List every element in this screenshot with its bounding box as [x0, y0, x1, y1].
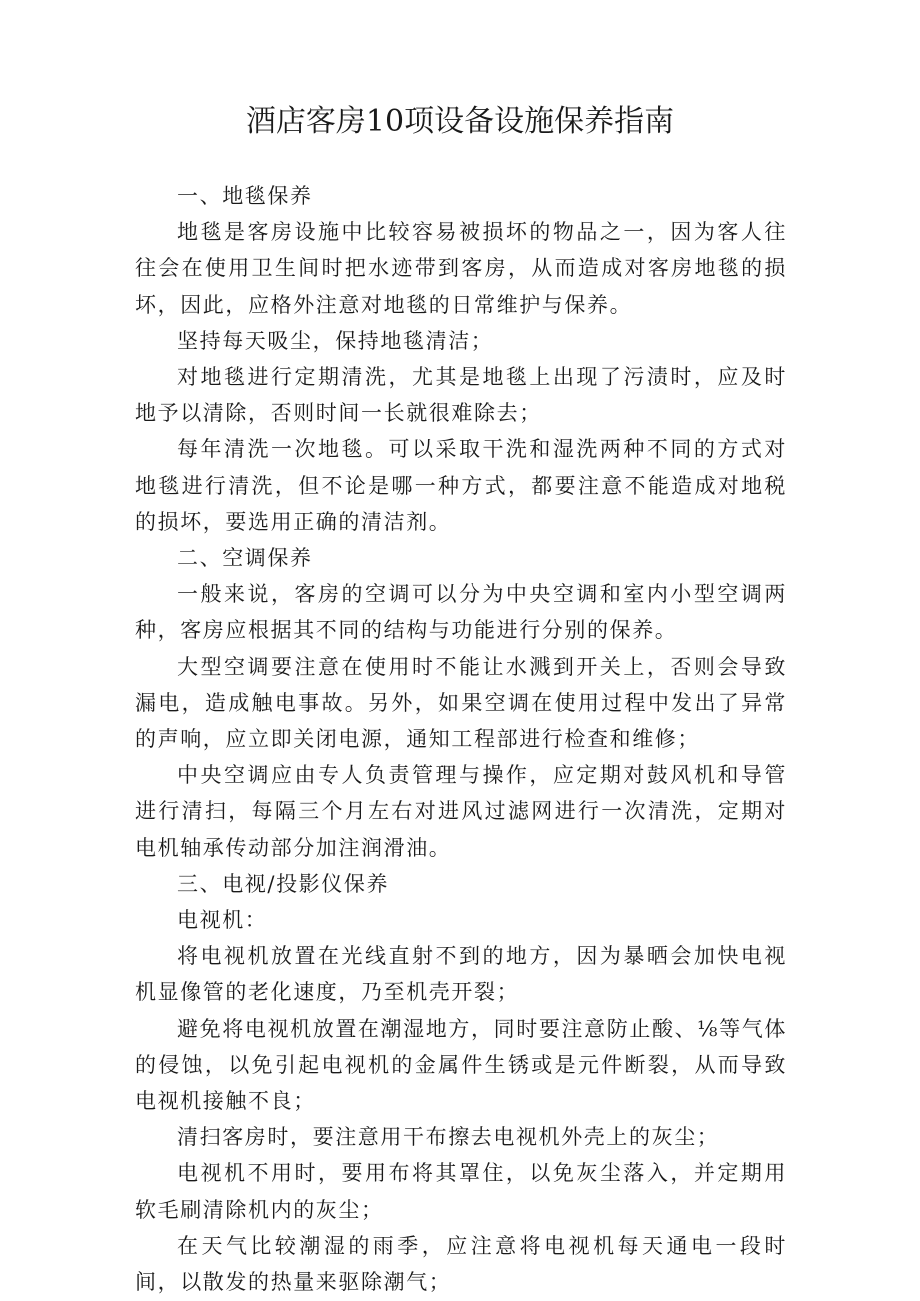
- subheading-tv: 电视机：: [177, 908, 268, 933]
- paragraph: 坚持每天吸尘，保持地毯清洁；: [177, 328, 494, 353]
- section-heading-air-conditioner: 二、空调保养: [177, 546, 313, 571]
- paragraph: 在天气比较潮湿的雨季，应注意将电视机每天通电一段时间，以散发的热量来驱除潮气；: [135, 1233, 787, 1295]
- paragraph: 清扫客房时，要注意用干布擦去电视机外壳上的灰尘；: [177, 1125, 720, 1150]
- paragraph: 地毯是客房设施中比较容易被损坏的物品之一，因为客人往往会在使用卫生间时把水迹带到客房，从而造成对客房地毯的损坏，因此，应格外注意对地毯的日常维护与保养。: [135, 220, 787, 317]
- paragraph: 大型空调要注意在使用时不能让水溅到开关上，否则会导致漏电，造成触电事故。另外，如果空调在使用过程中发出了异常的声响，应立即关闭电源，通知工程部进行检查和维修；: [135, 654, 787, 752]
- paragraph: 每年清洗一次地毯。可以采取干洗和湿洗两种不同的方式对地毯进行清洗，但不论是哪一种方式，都要注意不能造成对地税的损坏，要选用正确的清洁剂。: [135, 437, 787, 534]
- paragraph: 对地毯进行定期清洗，尤其是地毯上出现了污渍时，应及时地予以清除，否则时间一长就很难除去；: [135, 365, 787, 426]
- document-body: [135, 178, 787, 1300]
- paragraph: 电视机不用时，要用布将其罩住，以免灰尘落入，并定期用软毛刷清除机内的灰尘；: [135, 1161, 787, 1222]
- paragraph: 将电视机放置在光线直射不到的地方，因为暴晒会加快电视机显像管的老化速度，乃至机壳开裂；: [135, 944, 787, 1005]
- section-heading-carpet: 一、地毯保养: [177, 184, 313, 208]
- paragraph: 中央空调应由专人负责管理与操作，应定期对鼓风机和导管进行清扫，每隔三个月左右对进风过滤网进行一次清洗，定期对电机轴承传动部分加注润滑油。: [135, 763, 787, 860]
- document-title: 酒店客房10项设备设施保养指南: [245, 104, 675, 139]
- paragraph: 避免将电视机放置在潮湿地方，同时要注意防止酸、⅛等气体的侵蚀，以免引起电视机的金属件生锈或是元件断裂，从而导致电视机接触不良；: [135, 1016, 787, 1114]
- section-heading-tv-projector: 三、电视/投影仪保养: [177, 871, 390, 896]
- paragraph: 一般来说，客房的空调可以分为中央空调和室内小型空调两种，客房应根据其不同的结构与功能进行分别的保养。: [135, 582, 787, 643]
